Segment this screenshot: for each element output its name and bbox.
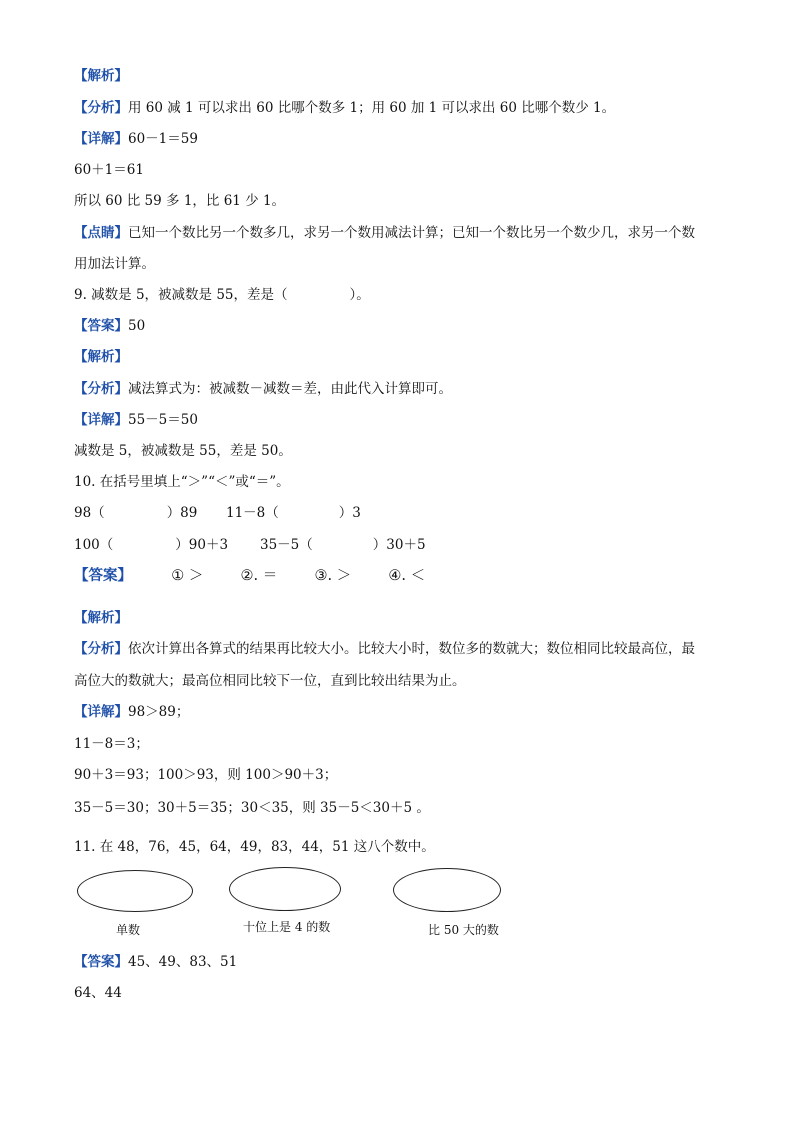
q10-question: 10. 在括号里填上“＞”“＜”或“＝”。 — [74, 474, 290, 490]
q10-jiexi-heading: 【解析】 — [74, 610, 128, 626]
q8-line2: 60＋1＝61 — [74, 162, 144, 178]
dianjing-tag: 【点睛】 — [74, 225, 128, 241]
q10-line2: 11－8＝3； — [74, 736, 149, 752]
answer-1: ① ＞ — [171, 568, 204, 584]
daan-tag: 【答案】 — [74, 318, 128, 334]
answer-3: ③. ＞ — [314, 568, 352, 584]
ellipse-odd-numbers — [77, 870, 193, 912]
q9-jiexi-heading: 【解析】 — [74, 349, 128, 365]
q10-row2-a: 100（ ）90＋3 — [74, 537, 229, 553]
q10-row1-a: 98（ ）89 — [74, 505, 198, 521]
ellipse-tens-digit-4 — [229, 867, 341, 911]
q9-daan: 【答案】50 — [74, 318, 146, 334]
q11-line2: 64、44 — [74, 985, 122, 1001]
q9-fenxi: 【分析】减法算式为：被减数－减数＝差，由此代入计算即可。 — [74, 381, 452, 397]
label-odd-numbers: 单数 — [116, 923, 141, 937]
label-greater-than-50: 比 50 大的数 — [428, 923, 499, 937]
q9-xiangjie: 【详解】55－5＝50 — [74, 412, 198, 428]
answer-2: ②. ＝ — [240, 568, 278, 584]
q8-dianjing: 【点睛】已知一个数比另一个数多几，求另一个数用减法计算；已知一个数比另一个数少几，求另一个数 — [74, 225, 695, 241]
answer-4: ④. ＜ — [388, 568, 426, 584]
q10-daan: 【答案】 ① ＞ ②. ＝ ③. ＞ ④. ＜ — [74, 567, 426, 584]
q10-row1-b: 11－8（ ）3 — [226, 505, 361, 521]
q9-question: 9. 减数是 5，被减数是 55，差是（ ）。 — [74, 287, 370, 303]
q8-dianjing-cont: 用加法计算。 — [74, 256, 155, 272]
q8-fenxi: 【分析】用 60 减 1 可以求出 60 比哪个数多 1；用 60 加 1 可以求出 60 比哪个数少 1。 — [74, 100, 616, 116]
q10-fenxi-cont: 高位大的数就大；最高位相同比较下一位，直到比较出结果为止。 — [74, 673, 466, 689]
q10-fenxi: 【分析】依次计算出各算式的结果再比较大小。比较大小时，数位多的数就大；数位相同比较最高位，最 — [74, 641, 695, 657]
q10-xiangjie: 【详解】98＞89； — [74, 704, 190, 720]
fenxi-tag: 【分析】 — [74, 100, 128, 116]
q11-question: 11. 在 48，76，45，64，49，83，44，51 这八个数中。 — [74, 839, 435, 855]
q10-line4: 35－5＝30；30＋5＝35；30＜35，则 35－5＜30＋5 。 — [74, 800, 430, 816]
q9-line2: 减数是 5，被减数是 55，差是 50。 — [74, 443, 292, 459]
ellipse-greater-than-50 — [393, 868, 501, 912]
xiangjie-tag: 【详解】 — [74, 131, 128, 147]
label-tens-digit-4: 十位上是 4 的数 — [243, 920, 331, 934]
q11-daan: 【答案】45、49、83、51 — [74, 954, 238, 970]
q8-line3: 所以 60 比 59 多 1，比 61 少 1。 — [74, 193, 286, 209]
q10-line3: 90＋3＝93；100＞93，则 100＞90＋3； — [74, 767, 338, 783]
q10-row2-b: 35－5（ ）30＋5 — [260, 537, 426, 553]
q8-jiexi-heading: 【解析】 — [74, 68, 128, 84]
q8-xiangjie: 【详解】60－1＝59 — [74, 131, 198, 147]
